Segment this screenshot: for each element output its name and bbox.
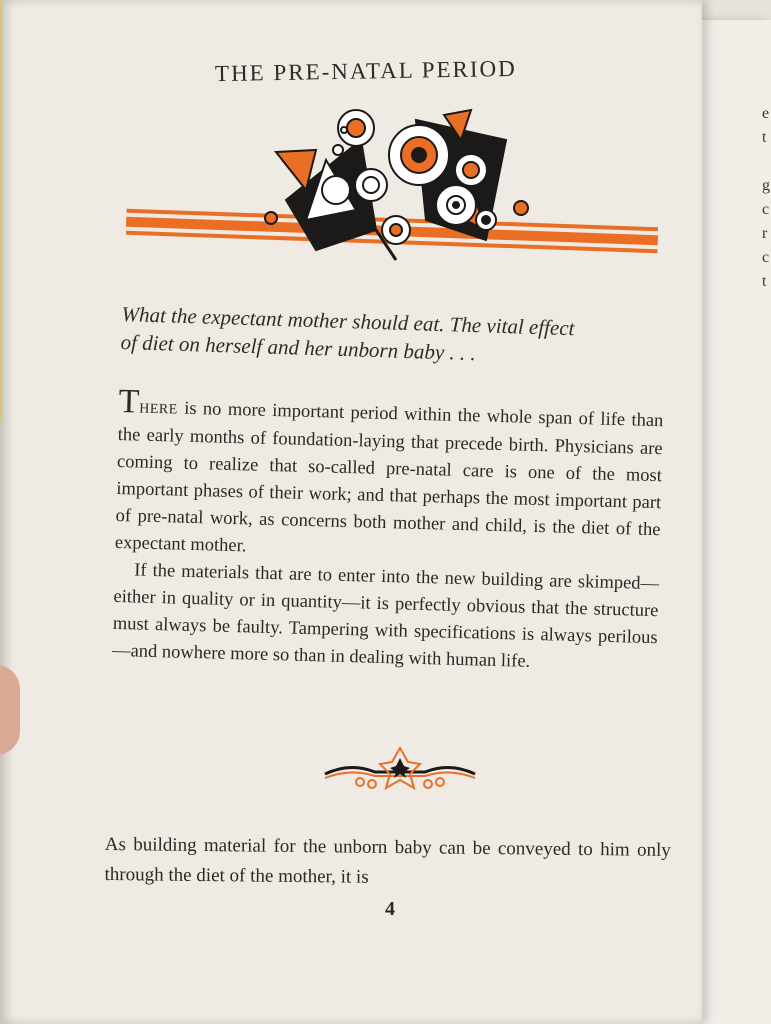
page-number: 4 (385, 898, 395, 920)
running-header: THE PRE-NATAL PERIOD (214, 55, 517, 87)
facing-page-edge-text (762, 102, 770, 294)
edge-letter (762, 150, 770, 174)
floral-header-ornament (126, 100, 658, 265)
book-page (2, 0, 702, 1024)
paragraph (114, 383, 664, 571)
intro-line: of diet on herself and her unborn baby . . . (120, 329, 477, 366)
edge-letter: t (762, 129, 767, 146)
paragraph: If the materials that are to enter into the new building are skimped—either in quality or in quantity—it is perfectly obvious that the structure must always be faulty. Tampering with specifications is always perilous—and nowhere more so than in dealing with human life. (111, 560, 660, 672)
edge-letter: c (762, 249, 770, 266)
edge-letter: e (762, 105, 770, 122)
edge-letter: t (762, 273, 767, 290)
section-divider-ornament (320, 742, 480, 798)
chapter-intro (120, 300, 661, 373)
drop-cap: T (118, 383, 140, 421)
small-caps-word: HERE (139, 401, 178, 418)
thumb (0, 665, 20, 755)
intro-line: What the expectant mother should eat. The vital effect (121, 301, 575, 341)
body-text (111, 383, 664, 679)
paragraph: As building material for the unborn baby can be conveyed to him only through the diet of the mother, it is (104, 833, 671, 888)
paragraph-text: is no more important period within the whole span of life than the early months of foundation-laying that precede birth. Physicians are coming to realize that so-called pre-natal care is one of the most important phases of their work; and that perhaps the most important part of pre-natal work, as concerns both mother and child, is the diet of the expectant mother. (114, 398, 664, 557)
edge-letter: g (762, 177, 770, 194)
edge-letter: c (762, 201, 770, 218)
edge-letter: r (762, 225, 768, 242)
